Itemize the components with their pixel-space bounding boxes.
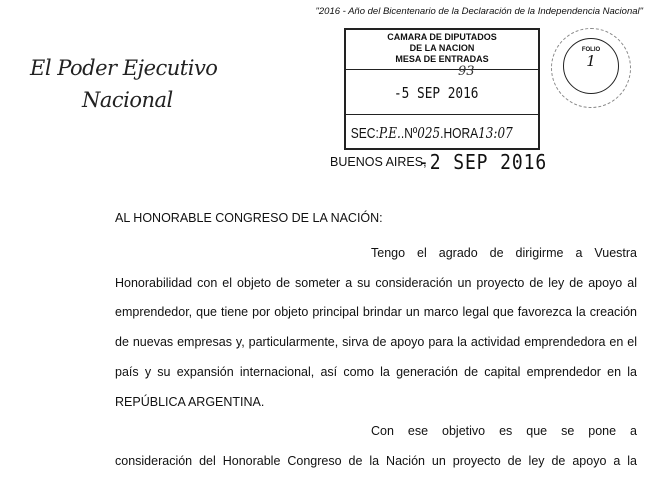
folio-label: FOLIO	[581, 47, 601, 53]
paragraph: Tengo el agrado de dirigirme a Vuestra Honorabilidad con el objeto de someter a su consideración un proyecto de ley de apoyo al emprendedor, que tiene por objeto principal brindar un marco legal que favorezca la creación de nuevas empresas y, particularmente, sirva de apoyo para la actividad emprendedora en el país y su expansión internacional, así como la generación de capital emprendedor en la REPÚBLICA ARGENTINA.	[115, 246, 637, 409]
reception-stamp	[344, 28, 540, 150]
hora-value: 13:07	[478, 124, 513, 142]
stamp-line-2: DE LA NACION	[409, 43, 475, 53]
stamp-handwritten-number: 93	[458, 64, 475, 79]
folio-number: 1	[586, 52, 596, 70]
sec-label: SEC:	[350, 125, 379, 142]
folio-seal	[551, 28, 631, 108]
stamp-date: -5 SEP 2016	[394, 84, 479, 102]
paragraph: Con ese objetivo es que se pone a consideración del Honorable Congreso de la Nación un proyecto de ley de apoyo a la	[115, 424, 637, 468]
document-motto: "2016 - Año del Bicentenario de la Declaración de la Independencia Nacional"	[315, 6, 643, 17]
num-label: Nº	[404, 125, 418, 142]
num-value: 025	[417, 124, 441, 142]
logo-line-2: Nacional	[82, 88, 173, 112]
letterhead-logo	[30, 52, 217, 116]
stamp-line-1: CAMARA DE DIPUTADOS	[387, 32, 497, 42]
sec-value: P.E.	[378, 124, 401, 142]
stamp-sec-row: SEC:P.E..Nº025.HORA13:07	[350, 124, 513, 142]
hora-label: HORA	[443, 125, 479, 142]
logo-line-1: El Poder Ejecutivo	[30, 56, 218, 80]
letter-body	[115, 239, 637, 477]
addressee: AL HONORABLE CONGRESO DE LA NACIÓN:	[115, 211, 383, 225]
date-stamp: -2 SEP 2016	[418, 150, 548, 174]
stamp-line-3: MESA DE ENTRADAS	[395, 54, 489, 64]
place: BUENOS AIRES,	[330, 155, 427, 169]
